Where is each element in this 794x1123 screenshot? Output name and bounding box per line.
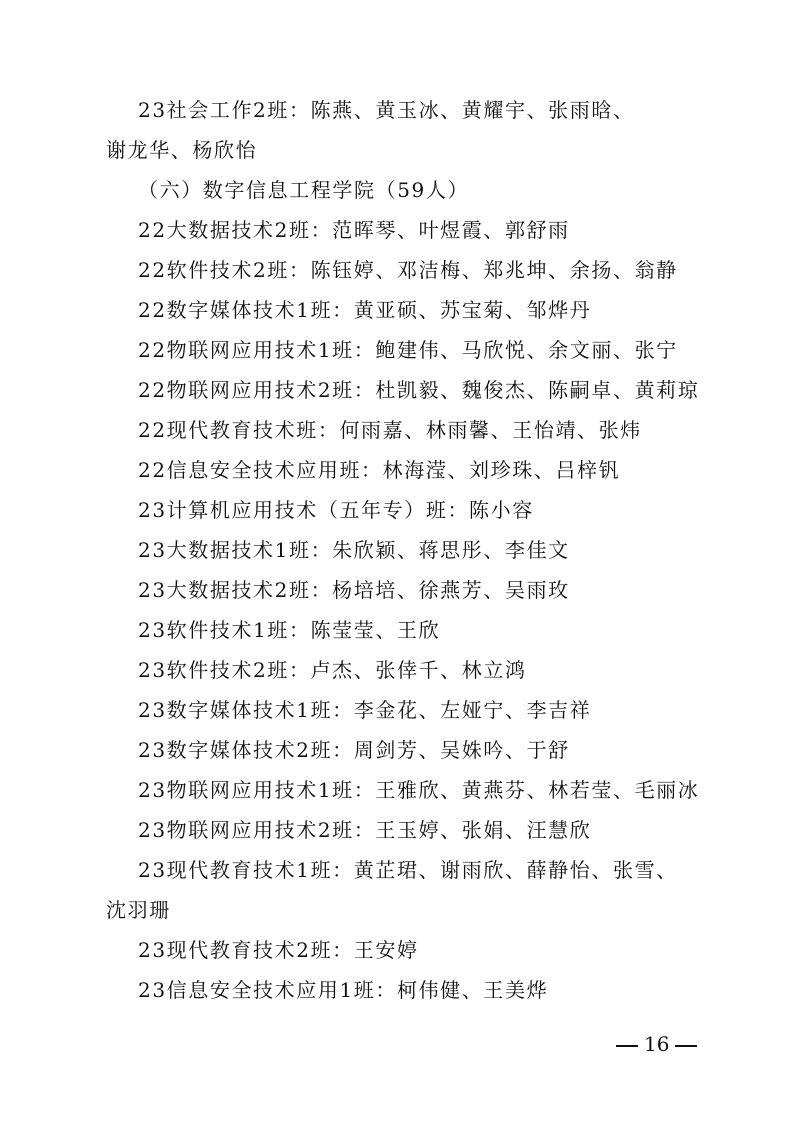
text-line: 23软件技术1班：陈莹莹、王欣 — [138, 618, 441, 642]
text-line: 23现代教育技术1班：黄芷珺、谢雨欣、薛静怡、张雪、 — [138, 858, 678, 882]
text-line: 23物联网应用技术1班：王雅欣、黄燕芬、林若莹、毛丽冰 — [138, 778, 700, 802]
dash-right — [675, 1045, 697, 1047]
text-line: 23大数据技术1班：朱欣颖、蒋思彤、李佳文 — [138, 538, 570, 562]
text-line: 23社会工作2班：陈燕、黄玉冰、黄耀宇、张雨晗、 — [138, 98, 635, 122]
page-number: 16 — [644, 1032, 670, 1056]
text-line: 23信息安全技术应用1班：柯伟健、王美烨 — [138, 978, 549, 1002]
text-line: 22大数据技术2班：范晖琴、叶煜霞、郭舒雨 — [138, 218, 570, 242]
text-line: 23大数据技术2班：杨培培、徐燕芳、吴雨玫 — [138, 578, 570, 602]
text-line: 23数字媒体技术2班：周剑芳、吴姝吟、于舒 — [138, 738, 570, 762]
text-line: 23计算机应用技术（五年专）班：陈小容 — [138, 498, 534, 522]
text-line: 22软件技术2班：陈钰婷、邓洁梅、郑兆坤、余扬、翁静 — [138, 258, 678, 282]
text-line: 谢龙华、杨欣怡 — [106, 138, 258, 162]
section-heading: （六）数字信息工程学院（59人） — [138, 178, 470, 202]
dash-left — [616, 1045, 638, 1047]
text-line: 23软件技术2班：卢杰、张倖千、林立鸿 — [138, 658, 527, 682]
text-line: 22信息安全技术应用班：林海滢、刘珍珠、吕梓钒 — [138, 458, 621, 482]
text-line: 22数字媒体技术1班：黄亚硕、苏宝菊、邹烨丹 — [138, 298, 592, 322]
text-line: 23数字媒体技术1班：李金花、左娅宁、李吉祥 — [138, 698, 592, 722]
text-line: 沈羽珊 — [106, 898, 171, 922]
page-footer — [610, 1031, 703, 1057]
text-line: 22现代教育技术班：何雨嘉、林雨馨、王怡靖、张炜 — [138, 418, 642, 442]
text-line: 23现代教育技术2班：王安婷 — [138, 938, 419, 962]
text-line: 23物联网应用技术2班：王玉婷、张娟、汪慧欣 — [138, 818, 592, 842]
text-line: 22物联网应用技术2班：杜凯毅、魏俊杰、陈嗣卓、黄莉琼 — [138, 378, 700, 402]
text-line: 22物联网应用技术1班：鲍建伟、马欣悦、余文丽、张宁 — [138, 338, 678, 362]
